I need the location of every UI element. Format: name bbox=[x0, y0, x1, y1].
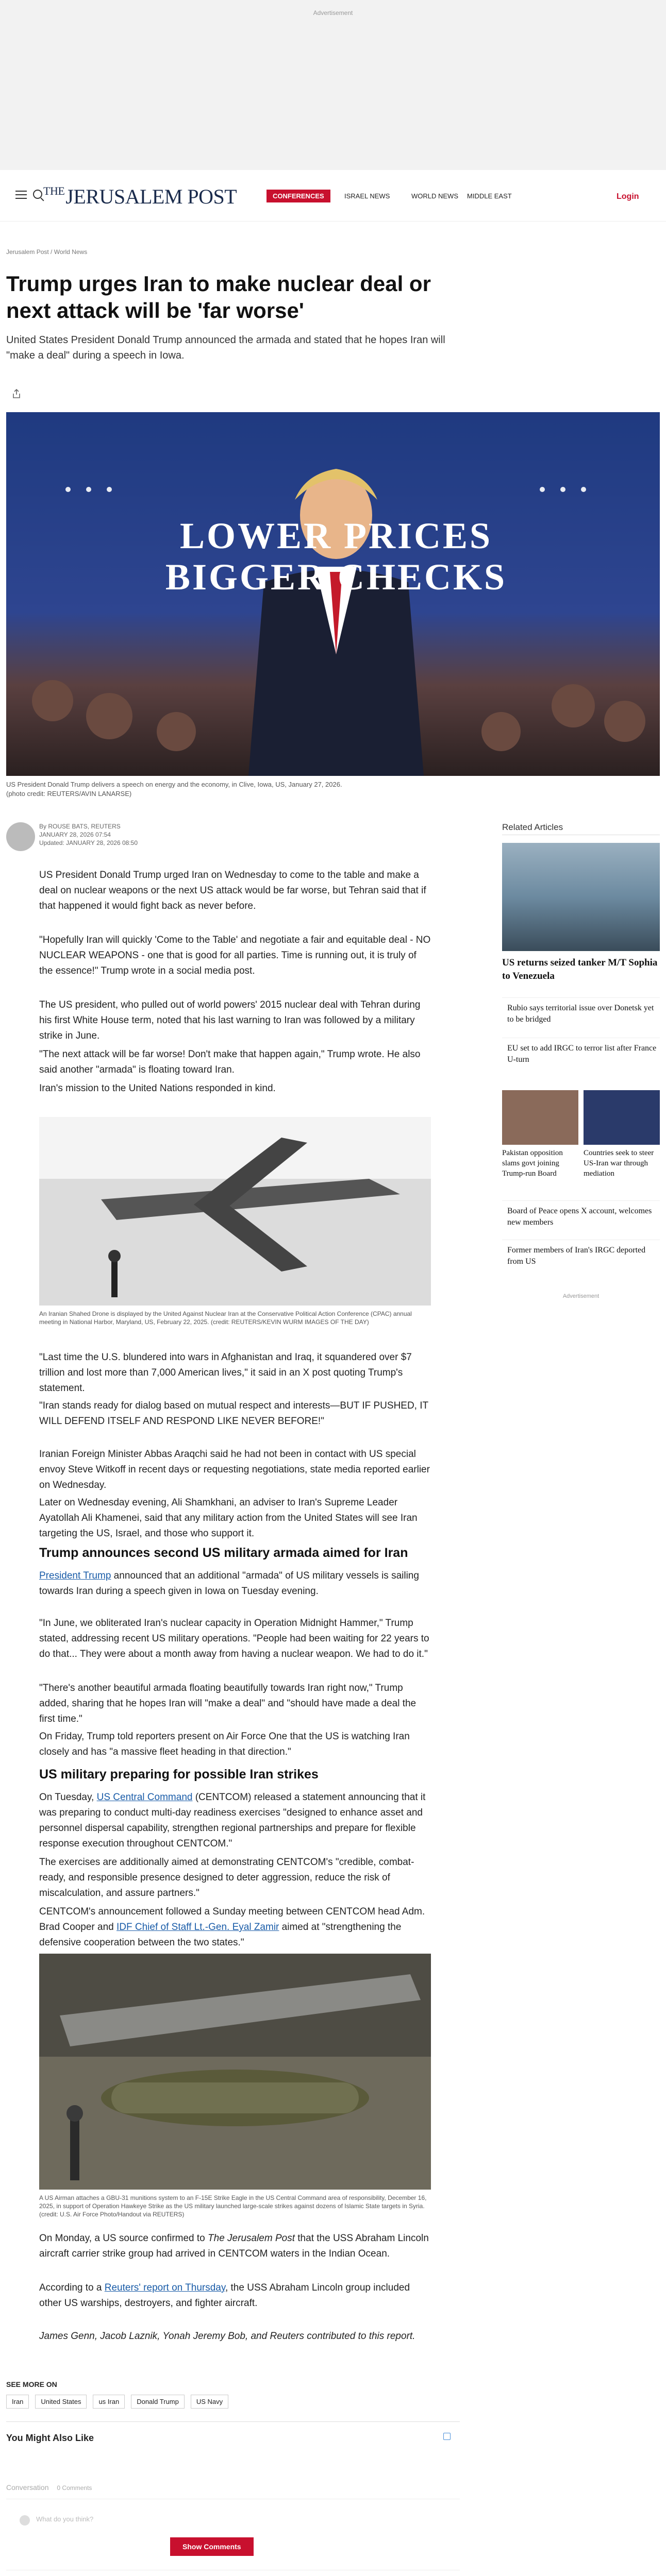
menu-icon[interactable] bbox=[15, 191, 27, 200]
related-item[interactable]: Former members of Iran's IRGC deported from US bbox=[507, 1246, 646, 1266]
section-heading: Trump announces second US military armada aimed for Iran bbox=[39, 1546, 408, 1560]
article-paragraph: "Iran stands ready for dialog based on mutual respect and interests—BUT IF PUSHED, IT WILL DEFEND ITSELF AND RESPOND LIKE NEVER BEFORE!" bbox=[39, 1400, 428, 1427]
site-header bbox=[0, 170, 666, 222]
related-main-image[interactable] bbox=[502, 843, 660, 951]
article-paragraph: "The next attack will be far worse! Don't make that happen again," Trump wrote. He also said another "armada" is floating toward Iran. bbox=[39, 1049, 421, 1075]
article-paragraph: On Monday, a US source confirmed to The Jerusalem Post that the USS Abraham Lincoln aircraft carrier strike group had arrived in CENTCOM waters in the Indian Ocean. bbox=[39, 2233, 429, 2259]
hero-sign-line-1: LOWER PRICES bbox=[179, 515, 493, 556]
article-paragraph: On Tuesday, US Central Command (CENTCOM) released a statement announcing that it was preparing to conduct multi-day readiness exercises "designed to enhance asset and personnel dispersal capability, strengthen regional partnerships and prepare for flexible response execution throughout CENTCOM." bbox=[39, 1792, 426, 1849]
centcom-link[interactable]: US Central Command bbox=[96, 1792, 193, 1803]
breadcrumb-section[interactable]: World News bbox=[54, 248, 88, 256]
user-avatar-icon bbox=[20, 2515, 30, 2526]
byline-updated: Updated: JANUARY 28, 2026 08:50 bbox=[39, 839, 138, 846]
comment-input[interactable]: What do you think? bbox=[36, 2515, 94, 2523]
tag-us-navy[interactable]: US Navy bbox=[191, 2395, 228, 2409]
related-item[interactable]: EU set to add IRGC to terror list after France U-turn bbox=[507, 1044, 657, 1064]
related-item-image[interactable] bbox=[502, 1090, 578, 1145]
tag-donald-trump[interactable]: Donald Trump bbox=[131, 2395, 185, 2409]
president-trump-link[interactable]: President Trump bbox=[39, 1570, 111, 1581]
drone-image bbox=[39, 1117, 431, 1306]
article-paragraph: "Last time the U.S. blundered into wars in Afghanistan and Iraq, it squandered over $7 trillion and lost more than 7,000 American lives," it said in an X post quoting Trump's statement. bbox=[39, 1352, 412, 1394]
section-heading: US military preparing for possible Iran strikes bbox=[39, 1767, 319, 1782]
nav-conferences[interactable]: CONFERENCES bbox=[267, 190, 330, 202]
byline-author[interactable]: By ROUSE BATS, REUTERS bbox=[39, 823, 121, 830]
drone-caption: An Iranian Shahed Drone is displayed by the United Against Nuclear Iran at the Conservative Political Action Conference (CPAC) annual meeting in National Harbor, Maryland, US, February 22, 2025. (credit: REUTERS/KEVIN WURM IMAGES OF THE DAY) bbox=[39, 1310, 412, 1326]
article-paragraph: "In June, we obliterated Iran's nuclear capacity in Operation Midnight Hammer," Trump stated, addressing recent US military operations. "People had been waiting for 22 years to do that... They were about a month away from having a nuclear weapon. We had to do it." bbox=[39, 1618, 429, 1659]
nav-israel-news[interactable]: ISRAEL NEWS bbox=[344, 192, 390, 200]
comments-section bbox=[6, 2483, 460, 2492]
article-paragraph: CENTCOM's announcement followed a Sunday meeting between CENTCOM head Adm. Brad Cooper and IDF Chief of Staff Lt.-Gen. Eyal Zamir aimed at "strengthening the defensive cooperation between the two states." bbox=[39, 1906, 425, 1948]
related-item[interactable]: Board of Peace opens X account, welcomes new members bbox=[507, 1207, 652, 1227]
article-paragraph: The exercises are additionally aimed at demonstrating CENTCOM's "credible, combat-ready, and responsible presence designed to deter aggression, reduce the risk of miscalculation, and assure partners." bbox=[39, 1857, 414, 1899]
site-logo[interactable]: $^{THE}$JERUSALEM POST bbox=[43, 184, 237, 208]
byline-date: JANUARY 28, 2026 07:54 bbox=[39, 831, 111, 838]
nav-world-news[interactable]: WORLD NEWS bbox=[411, 192, 458, 200]
tag-iran[interactable]: Iran bbox=[6, 2395, 29, 2409]
article-title: Trump urges Iran to make nuclear deal or next attack will be 'far worse' bbox=[6, 272, 431, 323]
munitions-caption: A US Airman attaches a GBU-31 munitions system to an F-15E Strike Eagle in the US Central Command area of responsibility, December 16, 2025, in support of Operation Hawkeye Strike as the US military launched large-scale strikes against dozens of Islamic State targets in Syria. (credit: U.S. Air Force Photo/Handout via REUTERS) bbox=[39, 2194, 427, 2218]
article-paragraph: "Hopefully Iran will quickly 'Come to the Table' and negotiate a fair and equitable deal - NO NUCLEAR WEAPONS - one that is good for all parties. Time is running out, it is truly of the essence!" Trump wrote in a social media post. bbox=[39, 935, 431, 976]
article-paragraph: Later on Wednesday evening, Ali Shamkhani, an adviser to Iran's Supreme Leader Ayatollah Ali Khamenei, said that any military action from the United States will see Iran targeting the US, Israel, and those who support it. bbox=[39, 1497, 418, 1539]
hero-image bbox=[6, 412, 660, 776]
search-icon[interactable] bbox=[33, 190, 42, 199]
related-item[interactable]: Pakistan opposition slams govt joining Trump-run Board bbox=[502, 1149, 563, 1178]
hero-sign-line-2: BIGGER CHECKS bbox=[165, 556, 507, 598]
show-comments-button[interactable]: Show Comments bbox=[170, 2537, 254, 2556]
article-subtitle: United States President Donald Trump announced the armada and stated that he hopes Iran will "make a deal" during a speech in Iowa. bbox=[6, 334, 445, 361]
comments-title: Conversation bbox=[6, 2483, 49, 2492]
article-paragraph: President Trump announced that an additional "armada" of US military vessels is sailing towards Iran during a speech given in Iowa on Tuesday evening. bbox=[39, 1570, 419, 1597]
related-item[interactable]: Countries seek to steer US-Iran war through mediation bbox=[584, 1149, 654, 1178]
breadcrumb-home[interactable]: Jerusalem Post bbox=[6, 248, 49, 256]
sidebar-ad-label: Advertisement bbox=[562, 1293, 600, 1299]
ad-label: Advertisement bbox=[313, 9, 353, 16]
article-paragraph: "There's another beautiful armada floating beautifully towards Iran right now," Trump added, sharing that he hopes Iran will "make a deal" and "should have made a deal the first time." bbox=[39, 1683, 417, 1724]
login-link[interactable]: Login bbox=[617, 192, 639, 201]
divider bbox=[6, 2421, 460, 2422]
tag-list bbox=[6, 2395, 228, 2409]
byline bbox=[39, 822, 138, 847]
related-main-headline[interactable]: US returns seized tanker M/T Sophia to Venezuela bbox=[502, 957, 658, 981]
top-ad-banner bbox=[0, 0, 666, 170]
related-item[interactable]: Rubio says territorial issue over Donetsk yet to be bridged bbox=[507, 1004, 654, 1024]
article-paragraph: Iranian Foreign Minister Abbas Araqchi said he had not been in contact with US special envoy Steve Witkoff in recent days or requesting negotiations, state media reported earlier on Wednesday. bbox=[39, 1449, 430, 1490]
tag-united-states[interactable]: United States bbox=[35, 2395, 87, 2409]
adchoices-icon[interactable] bbox=[443, 2433, 451, 2440]
reuters-report-link[interactable]: Reuters' report on Thursday bbox=[104, 2282, 225, 2293]
article-paragraph: Iran's mission to the United Nations responded in kind. bbox=[39, 1083, 276, 1094]
article-paragraph: US President Donald Trump urged Iran on Wednesday to come to the table and make a deal on nuclear weapons or the next US attack would be far worse, but Tehran said that if that happened it would fight back as never before. bbox=[39, 870, 426, 911]
contributors-note: James Genn, Jacob Laznik, Yonah Jeremy Bob, and Reuters contributed to this report. bbox=[39, 2331, 415, 2342]
related-item-image[interactable] bbox=[584, 1090, 660, 1145]
tag-us-iran[interactable]: us Iran bbox=[93, 2395, 125, 2409]
author-avatar bbox=[6, 822, 35, 851]
share-icon[interactable] bbox=[12, 389, 21, 398]
hero-caption: US President Donald Trump delivers a speech on energy and the economy, in Clive, Iowa, US, January 27, 2026. (photo credit: REUTERS/AVIN LANARSE) bbox=[6, 781, 342, 798]
comments-count: 0 Comments bbox=[57, 2484, 92, 2492]
idf-chief-link[interactable]: IDF Chief of Staff Lt.-Gen. Eyal Zamir bbox=[116, 1922, 279, 1933]
article-paragraph: According to a Reuters' report on Thursday, the USS Abraham Lincoln group included other US warships, destroyers, and fighter aircraft. bbox=[39, 2282, 410, 2309]
article-paragraph: On Friday, Trump told reporters present on Air Force One that the US is watching Iran closely and has "a massive fleet heading in that direction." bbox=[39, 1731, 410, 1757]
article-paragraph: The US president, who pulled out of world powers' 2015 nuclear deal with Tehran during his first White House term, noted that his last warning to Iran was followed by a military strike in June. bbox=[39, 999, 421, 1041]
breadcrumb: Jerusalem Post / World News bbox=[6, 248, 88, 256]
nav-middle-east[interactable]: MIDDLE EAST bbox=[467, 192, 512, 200]
might-like-title: You Might Also Like bbox=[6, 2433, 94, 2443]
munitions-image bbox=[39, 1954, 431, 2190]
see-more-title: SEE MORE ON bbox=[6, 2380, 57, 2388]
related-articles-title: Related Articles bbox=[502, 822, 563, 832]
